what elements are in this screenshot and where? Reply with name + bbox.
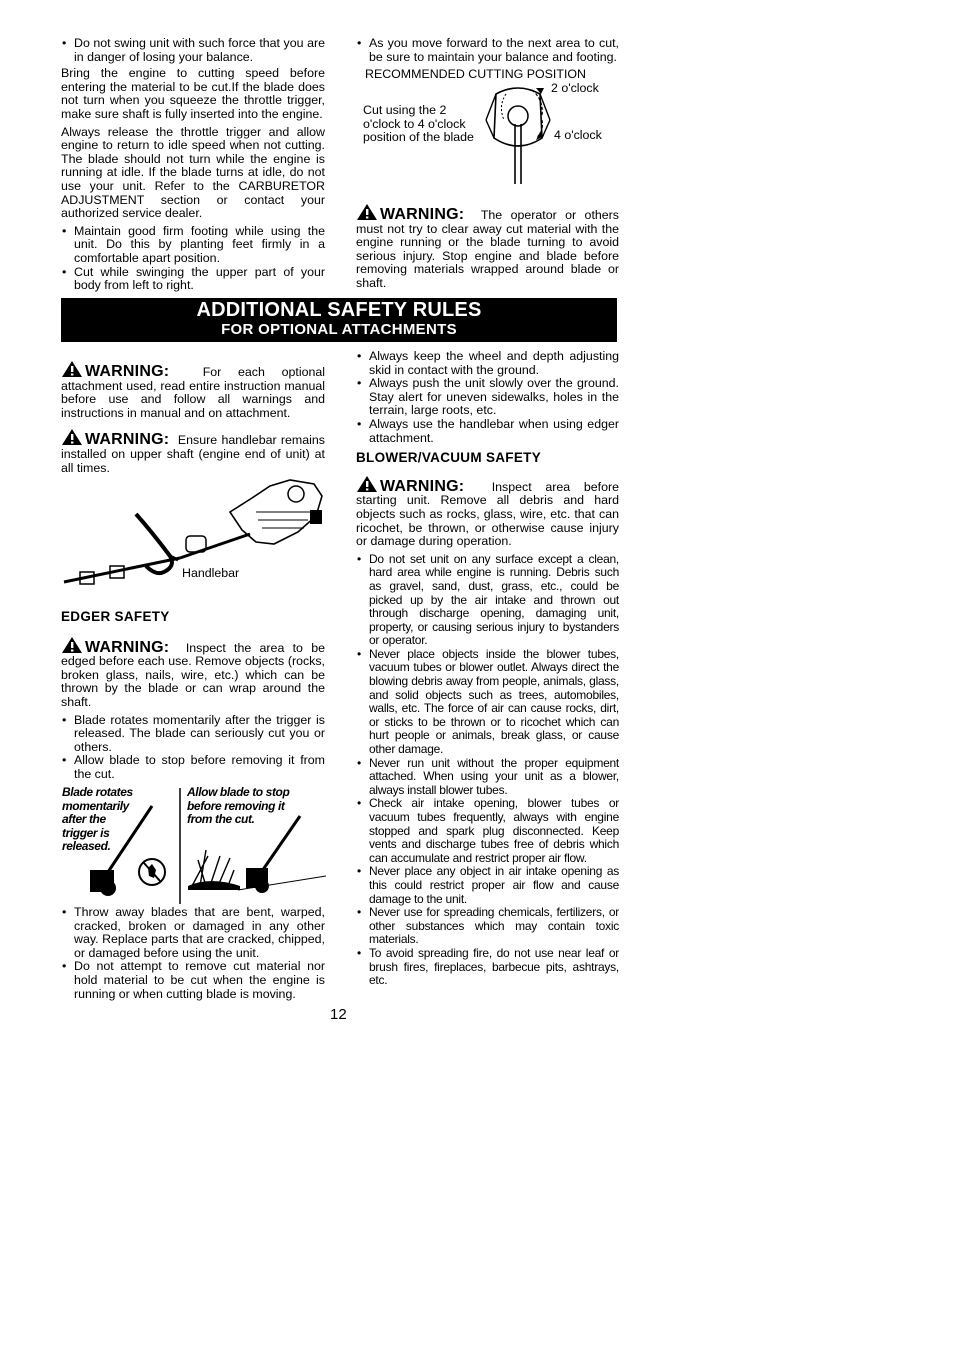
- right-top-column: [356, 37, 619, 67]
- list-item: • Always use the handlebar when using edger attachment.: [356, 418, 619, 445]
- list-item: • Cut while swinging the upper part of your body from left to right.: [61, 266, 325, 293]
- warning-text: For each optional attachment used, read entire instruction manual before use and follow all warnings and instructions in manual and on attachment.: [61, 365, 325, 420]
- list-item: • Never run unit without the proper equipment attached. When using your unit as a blower, always install blower tubes.: [356, 757, 619, 798]
- paragraph: Bring the engine to cutting speed before entering the material to be cut.If the blade does not turn when you squeeze the throttle trigger, make sure shaft is fully inserted into the engine.: [61, 66, 325, 121]
- bullet-list: [356, 350, 619, 445]
- right-bottom-column: [356, 350, 619, 991]
- warning-label: WARNING:: [61, 431, 169, 448]
- list-item: • Check air intake opening, blower tubes or vacuum tubes frequently, always with engine stopped and spark plug disconnected. Keep vents and discharge tubes free of debris which can accumulate and restrict proper air flow.: [356, 797, 619, 865]
- cutting-position-title: RECOMMENDED CUTTING POSITION: [365, 67, 586, 81]
- list-item: • Maintain good firm footing while using the unit. Do this by planting feet firmly in a comfortable apart position.: [61, 225, 325, 266]
- warning-text: Inspect area before starting unit. Remove all debris and hard objects such as rocks, glass, wire, etc. that can ricochet, be thrown, or otherwise cause injury or damage during operation.: [356, 479, 619, 549]
- two-oclock-label: 2 o'clock: [551, 81, 599, 95]
- list-item: • Do not swing unit with such force that you are in danger of losing your balance.: [61, 37, 325, 64]
- list-item: • Always keep the wheel and depth adjusting skid in contact with the ground.: [356, 350, 619, 377]
- bullet-list: [61, 714, 325, 782]
- warning-icon: [61, 360, 83, 378]
- list-item: • Throw away blades that are bent, warped, cracked, broken or damaged in any other way. Replace parts that are cracked, chipped, or damaged before using the unit.: [61, 906, 325, 960]
- list-item: • As you move forward to the next area to cut, be sure to maintain your balance and footing.: [356, 37, 619, 64]
- bullet-list: [356, 553, 619, 988]
- list-item: • Always push the unit slowly over the ground. Stay alert for uneven sidewalks, holes in the terrain, large roots, etc.: [356, 377, 619, 418]
- left-top-column: [61, 37, 325, 296]
- left-bottom-column-lower: [61, 906, 325, 1004]
- list-item: • Never place objects inside the blower tubes, vacuum tubes or blower outlet. Always direct the blowing debris away from people, animals, glass, and solid objects such as trees, automobiles, walls, etc. The force of air can cause rocks, dirt, or sticks to be thrown or to ricochet which can hurt people or animals, break glass, or cause other damage.: [356, 648, 619, 757]
- bullet-list: [61, 225, 325, 293]
- edger-caption-left: Blade rotates momentarily after the trigger is released.: [62, 785, 133, 853]
- warning-label: WARNING:: [356, 206, 464, 223]
- handlebar-label: Handlebar: [182, 566, 240, 580]
- warning-paragraph: [61, 360, 325, 420]
- list-item: • Never use for spreading chemicals, fertilizers, or other substances which may contain toxic materials.: [356, 906, 619, 947]
- section-banner: [61, 298, 617, 342]
- bullet-list: [61, 37, 325, 64]
- warning-label: WARNING:: [61, 363, 169, 380]
- bullet-list: [61, 906, 325, 1001]
- cutting-position-caption: Cut using the 2 o'clock to 4 o'clock position of the blade: [363, 103, 474, 145]
- left-bottom-column-upper: [61, 360, 325, 479]
- bullet-list: [356, 37, 619, 64]
- edger-caption-right: Allow blade to stop before removing it from the cut.: [187, 785, 290, 826]
- warning-paragraph: [356, 475, 619, 549]
- warning-text: The operator or others must not try to clear away cut material with the engine running or the blade turning to avoid serious injury. Stop engine and blade before removing materials wrapped around blade or shaft.: [356, 208, 619, 290]
- warning-icon: [356, 203, 378, 221]
- left-bottom-column-edger: [61, 604, 325, 785]
- warning-label: WARNING:: [356, 478, 464, 495]
- warning-paragraph: [356, 203, 619, 291]
- four-oclock-label: 4 o'clock: [554, 128, 602, 142]
- warning-paragraph: [61, 636, 325, 710]
- paragraph: Always release the throttle trigger and allow engine to return to idle speed when not cutting. The blade should not turn while the engine is running at idle. If the blade turns at idle, do not use your unit. Refer to the CARBURETOR ADJUSTMENT section or contact your authorized service dealer.: [61, 124, 325, 221]
- page-number: 12: [330, 1006, 347, 1023]
- warning-icon: [61, 428, 83, 446]
- list-item: • To avoid spreading fire, do not use near leaf or brush fires, fireplaces, barbecue pits, ashtrays, etc.: [356, 947, 619, 988]
- warning-paragraph: [61, 428, 325, 475]
- list-item: • Do not set unit on any surface except a clean, hard area while engine is running. Debris such as gravel, sand, dust, grass, etc., could be picked up by the air intake and thrown out through discharge opening, damaging unit, property, or causing serious injury to bystanders or operator.: [356, 553, 619, 648]
- right-top-warning-block: [356, 203, 619, 295]
- warning-text: Ensure handlebar remains installed on upper shaft (engine end of unit) at all times.: [61, 433, 325, 475]
- warning-label: WARNING:: [61, 639, 169, 656]
- warning-icon: [61, 636, 83, 654]
- banner-title: ADDITIONAL SAFETY RULES: [196, 299, 482, 321]
- cutting-position-diagram: [484, 80, 554, 186]
- banner-subtitle: FOR OPTIONAL ATTACHMENTS: [221, 321, 457, 338]
- warning-icon: [356, 475, 378, 493]
- warning-text: Inspect the area to be edged before each use. Remove objects (rocks, broken glass, nails, wire, etc.) which can be thrown by the blade or can wrap around the shaft.: [61, 640, 325, 709]
- list-item: • Do not attempt to remove cut material nor hold material to be cut when the engine is running or when cutting blade is moving.: [61, 960, 325, 1001]
- list-item: • Never place any object in air intake opening as this could restrict proper air flow and cause damage to the unit.: [356, 865, 619, 906]
- edger-safety-heading: EDGER SAFETY: [61, 609, 170, 624]
- list-item: • Blade rotates momentarily after the trigger is released. The blade can seriously cut you or others.: [61, 714, 325, 755]
- blower-vacuum-heading: BLOWER/VACUUM SAFETY: [356, 450, 541, 466]
- list-item: • Allow blade to stop before removing it from the cut.: [61, 754, 325, 781]
- edger-illustration: [60, 786, 326, 906]
